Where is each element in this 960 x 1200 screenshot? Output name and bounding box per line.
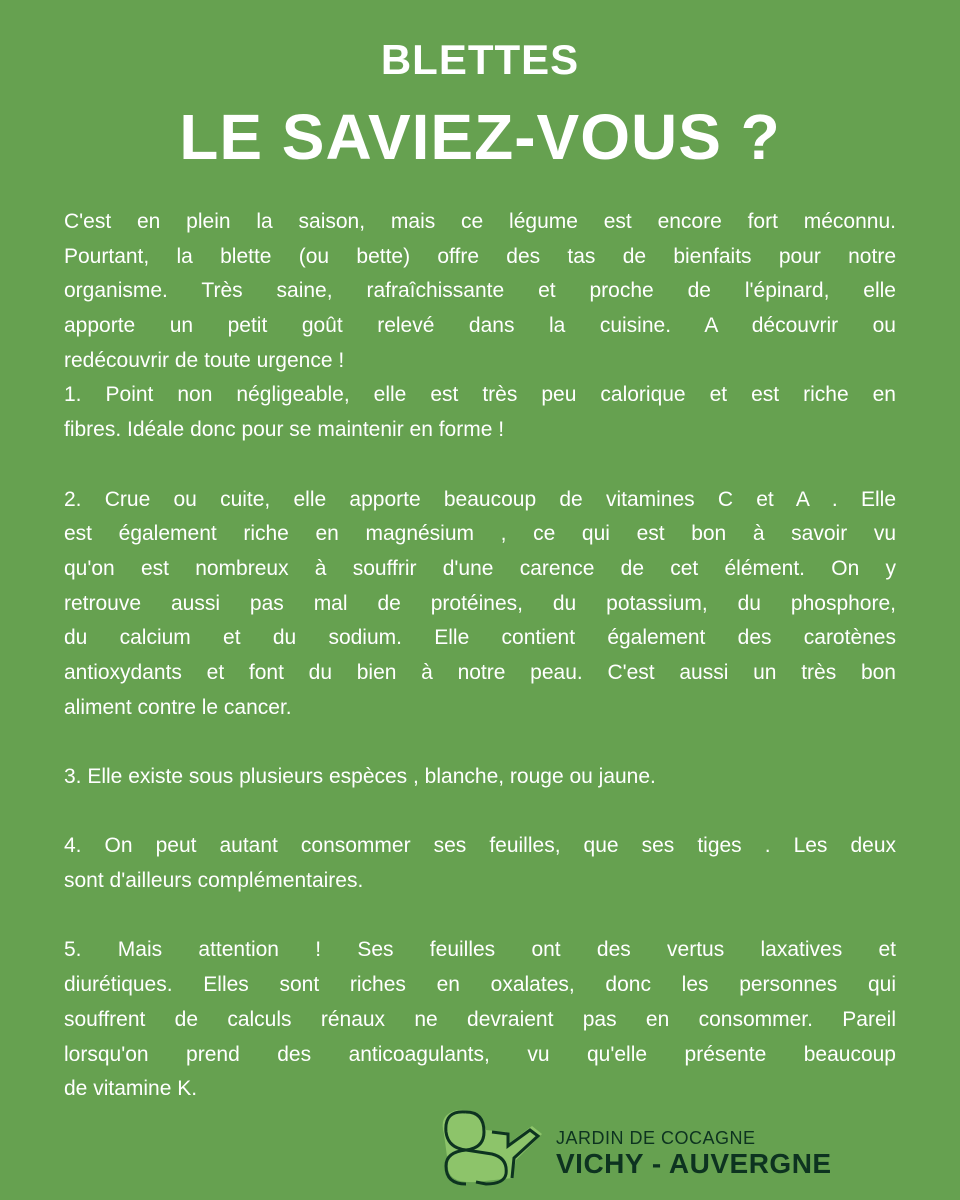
text-line: C'est en plein la saison, mais ce légume est encore fort méconnu. <box>64 210 896 233</box>
text-line: est également riche en magnésium , ce qui est bon à savoir vu <box>64 522 896 546</box>
text-line: sont d'ailleurs complémentaires. <box>64 869 364 893</box>
logo-line2: VICHY - AUVERGNE <box>556 1148 832 1179</box>
logo <box>436 1104 876 1188</box>
page-title: LE SAVIEZ-VOUS ? <box>179 101 781 173</box>
text-line: 2. Crue ou cuite, elle apporte beaucoup de vitamines C et A . Elle <box>64 487 896 511</box>
text-line: apporte un petit goût relevé dans la cuisine. A découvrir ou <box>64 314 896 338</box>
text-line: 3. Elle existe sous plusieurs espèces , blanche, rouge ou jaune. <box>64 765 656 788</box>
logo-line1: JARDIN DE COCAGNE <box>556 1128 756 1148</box>
text-line: organisme. Très saine, rafraîchissante et proche de l'épinard, elle <box>64 279 896 303</box>
text-line: fibres. Idéale donc pour se maintenir en forme ! <box>64 418 505 442</box>
text-line: Pourtant, la blette (ou bette) offre des tas de bienfaits pour notre <box>64 244 896 268</box>
paragraph-gap <box>64 725 896 760</box>
text-line: du calcium et du sodium. Elle contient également des carotènes <box>64 626 896 650</box>
subject-heading: BLETTES <box>380 36 580 83</box>
text-line: qu'on est nombreux à souffrir d'une carence de cet élément. On y <box>64 556 896 580</box>
text-line: lorsqu'on prend des anticoagulants, vu qu'elle présente beaucoup <box>64 1042 896 1066</box>
text-line: 1. Point non négligeable, elle est très peu calorique et est riche en <box>64 383 896 407</box>
text-line: 5. Mais attention ! Ses feuilles ont des vertus laxatives et <box>64 938 896 962</box>
paragraph-gap <box>64 899 896 934</box>
article-body <box>64 205 896 1107</box>
watering-can-icon <box>436 1104 551 1188</box>
text-line: aliment contre le cancer. <box>64 695 292 719</box>
text-line: retrouve aussi pas mal de protéines, du potassium, du phosphore, <box>64 591 896 615</box>
paragraph-gap <box>64 448 896 483</box>
text-line: 4. On peut autant consommer ses feuilles, que ses tiges . Les deux <box>64 834 896 858</box>
text-line: de vitamine K. <box>64 1077 198 1101</box>
paragraph-gap <box>64 795 896 830</box>
text-line: diurétiques. Elles sont riches en oxalates, donc les personnes qui <box>64 973 896 997</box>
text-line: antioxydants et font du bien à notre peau. C'est aussi un très bon <box>64 660 896 684</box>
text-line: redécouvrir de toute urgence ! <box>64 348 345 372</box>
text-line: souffrent de calculs rénaux ne devraient pas en consommer. Pareil <box>64 1007 896 1031</box>
